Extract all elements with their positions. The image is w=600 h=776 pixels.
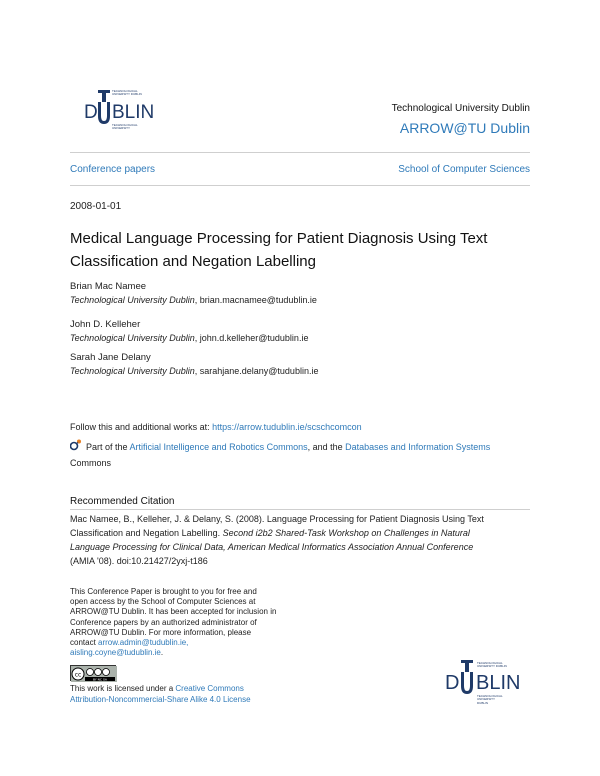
notice-line: Conference papers by an authorized administrator of — [70, 617, 257, 627]
notice-contact-line — [70, 638, 330, 648]
author-affiliation-name: Technological University Dublin — [70, 366, 195, 376]
logo-letter-d: D — [84, 102, 98, 123]
tu-dublin-footer-logo — [445, 659, 535, 707]
institution-name: Technological University Dublin — [391, 103, 530, 114]
author-email: , john.d.kelleher@tudublin.ie — [194, 333, 309, 343]
logo-small-text-1: TECHNOLOGICAL — [112, 89, 138, 93]
license-line-1 — [70, 684, 330, 695]
part-of-prefix: Part of the — [86, 442, 130, 452]
citation-line-3-italic: Language Processing for Clinical Data, American Medical Informatics Association Annual Conference — [70, 542, 474, 552]
citation-line-4: (AMIA '08). doi:10.21427/2yxj-t186 — [70, 556, 208, 566]
notice-line: This Conference Paper is brought to you for free and — [70, 587, 257, 596]
tu-dublin-logo — [84, 88, 164, 136]
contact-email-2-link[interactable]: aisling.coyne@tudublin.ie — [70, 648, 161, 658]
contact-email-1-link[interactable]: arrow.admin@tudublin.ie, — [98, 638, 189, 648]
citation-body — [70, 512, 535, 568]
license-name-link[interactable]: Attribution-Noncommercial-Share Alike 4.0 License — [70, 694, 251, 704]
footer-logo-small-text-1: TECHNOLOGICAL — [477, 661, 503, 665]
footer-logo-small-text-3: TECHNOLOGICAL — [477, 694, 503, 698]
paper-title-line-1: Medical Language Processing for Patient Diagnosis Using Text — [70, 230, 488, 247]
author-affiliation-name: Technological University Dublin — [70, 333, 195, 343]
paper-title-line-2: Classification and Negation Labelling — [70, 253, 316, 270]
citation-heading: Recommended Citation — [70, 496, 175, 507]
part-of-line — [86, 442, 536, 453]
notice-line: open access by the School of Computer Sciences at — [70, 597, 256, 607]
citation-line-3 — [70, 540, 535, 554]
author-name: John D. Kelleher — [70, 319, 141, 330]
part-of-middle: , and the — [307, 442, 346, 452]
publication-date: 2008-01-01 — [70, 201, 122, 212]
footer-logo-small-text-4: UNIVERSITY — [477, 697, 496, 702]
contact-prefix: contact — [70, 638, 99, 648]
author-entry — [70, 281, 530, 319]
author-entry — [70, 319, 530, 352]
cc-badge-text: BY NC SA — [93, 677, 107, 682]
author-affiliation-name: Technological University Dublin — [70, 295, 195, 305]
author-affiliation — [70, 333, 530, 343]
author-affiliation — [70, 295, 530, 305]
cc-license-badge[interactable] — [70, 665, 116, 681]
author-name: Sarah Jane Delany — [70, 352, 151, 363]
footer-logo-small-text-2: UNIVERSITY DUBLIN — [477, 664, 507, 669]
logo-small-text-3: TECHNOLOGICAL — [112, 123, 138, 127]
commons-network-icon — [70, 439, 82, 451]
paper-title — [70, 227, 540, 273]
creative-commons-link[interactable]: Creative Commons — [175, 684, 244, 693]
footer-logo-letter-d: D — [445, 672, 460, 694]
footer-logo-word-blin: BLIN — [476, 672, 521, 694]
commons-icon — [70, 438, 82, 450]
author-affiliation — [70, 366, 530, 376]
follow-url-link[interactable]: https://arrow.tudublin.ie/scschcomcon — [212, 422, 362, 432]
follow-prefix: Follow this and additional works at: — [70, 422, 213, 432]
author-list — [70, 281, 530, 382]
notice-line: ARROW@TU Dublin. For more information, please — [70, 627, 252, 637]
contact-suffix: . — [160, 648, 164, 658]
author-email: , brian.macnamee@tudublin.ie — [194, 295, 317, 305]
author-email: , sarahjane.delany@tudublin.ie — [194, 366, 319, 376]
license-line-2 — [70, 695, 330, 706]
nav-divider — [70, 185, 530, 186]
follow-line — [70, 422, 362, 433]
cc-by-nc-sa-icon — [71, 666, 117, 682]
svg-text:cc: cc — [74, 671, 82, 679]
logo-small-text-4: UNIVERSITY — [112, 126, 131, 131]
footer-logo-small-text-5: DUBLIN — [477, 700, 489, 705]
school-link[interactable]: School of Computer Sciences — [398, 164, 530, 175]
citation-divider — [70, 509, 530, 510]
citation-line-1: Mac Namee, B., Kelleher, J. & Delany, S. (2008). Language Processing for Patient Diagnosis Using Text — [70, 514, 484, 524]
logo-small-text-2: UNIVERSITY DUBLIN — [112, 92, 142, 97]
license-text — [70, 684, 330, 705]
citation-line-2-italic: Second i2b2 Shared-Task Workshop on Challenges in Natural — [222, 528, 470, 538]
citation-line-2 — [70, 526, 535, 540]
notice-line: ARROW@TU Dublin. It has been accepted for inclusion in — [70, 607, 277, 617]
conference-papers-link[interactable]: Conference papers — [70, 164, 156, 175]
databases-commons-link[interactable]: Databases and Information Systems — [345, 442, 491, 452]
author-entry — [70, 352, 530, 382]
notice-contact-line-2 — [70, 648, 330, 658]
license-prefix: This work is licensed under a — [70, 684, 176, 693]
ai-robotics-commons-link[interactable]: Artificial Intelligence and Robotics Commons — [129, 442, 308, 452]
author-name: Brian Mac Namee — [70, 281, 147, 292]
access-notice — [70, 587, 330, 658]
logo-word-blin: BLIN — [112, 102, 155, 123]
header-divider — [70, 152, 530, 153]
citation-line-2-plain: Classification and Negation Labelling. — [70, 528, 223, 538]
repository-link[interactable]: ARROW@TU Dublin — [399, 120, 530, 136]
databases-commons-link-cont[interactable]: Commons — [70, 458, 112, 468]
